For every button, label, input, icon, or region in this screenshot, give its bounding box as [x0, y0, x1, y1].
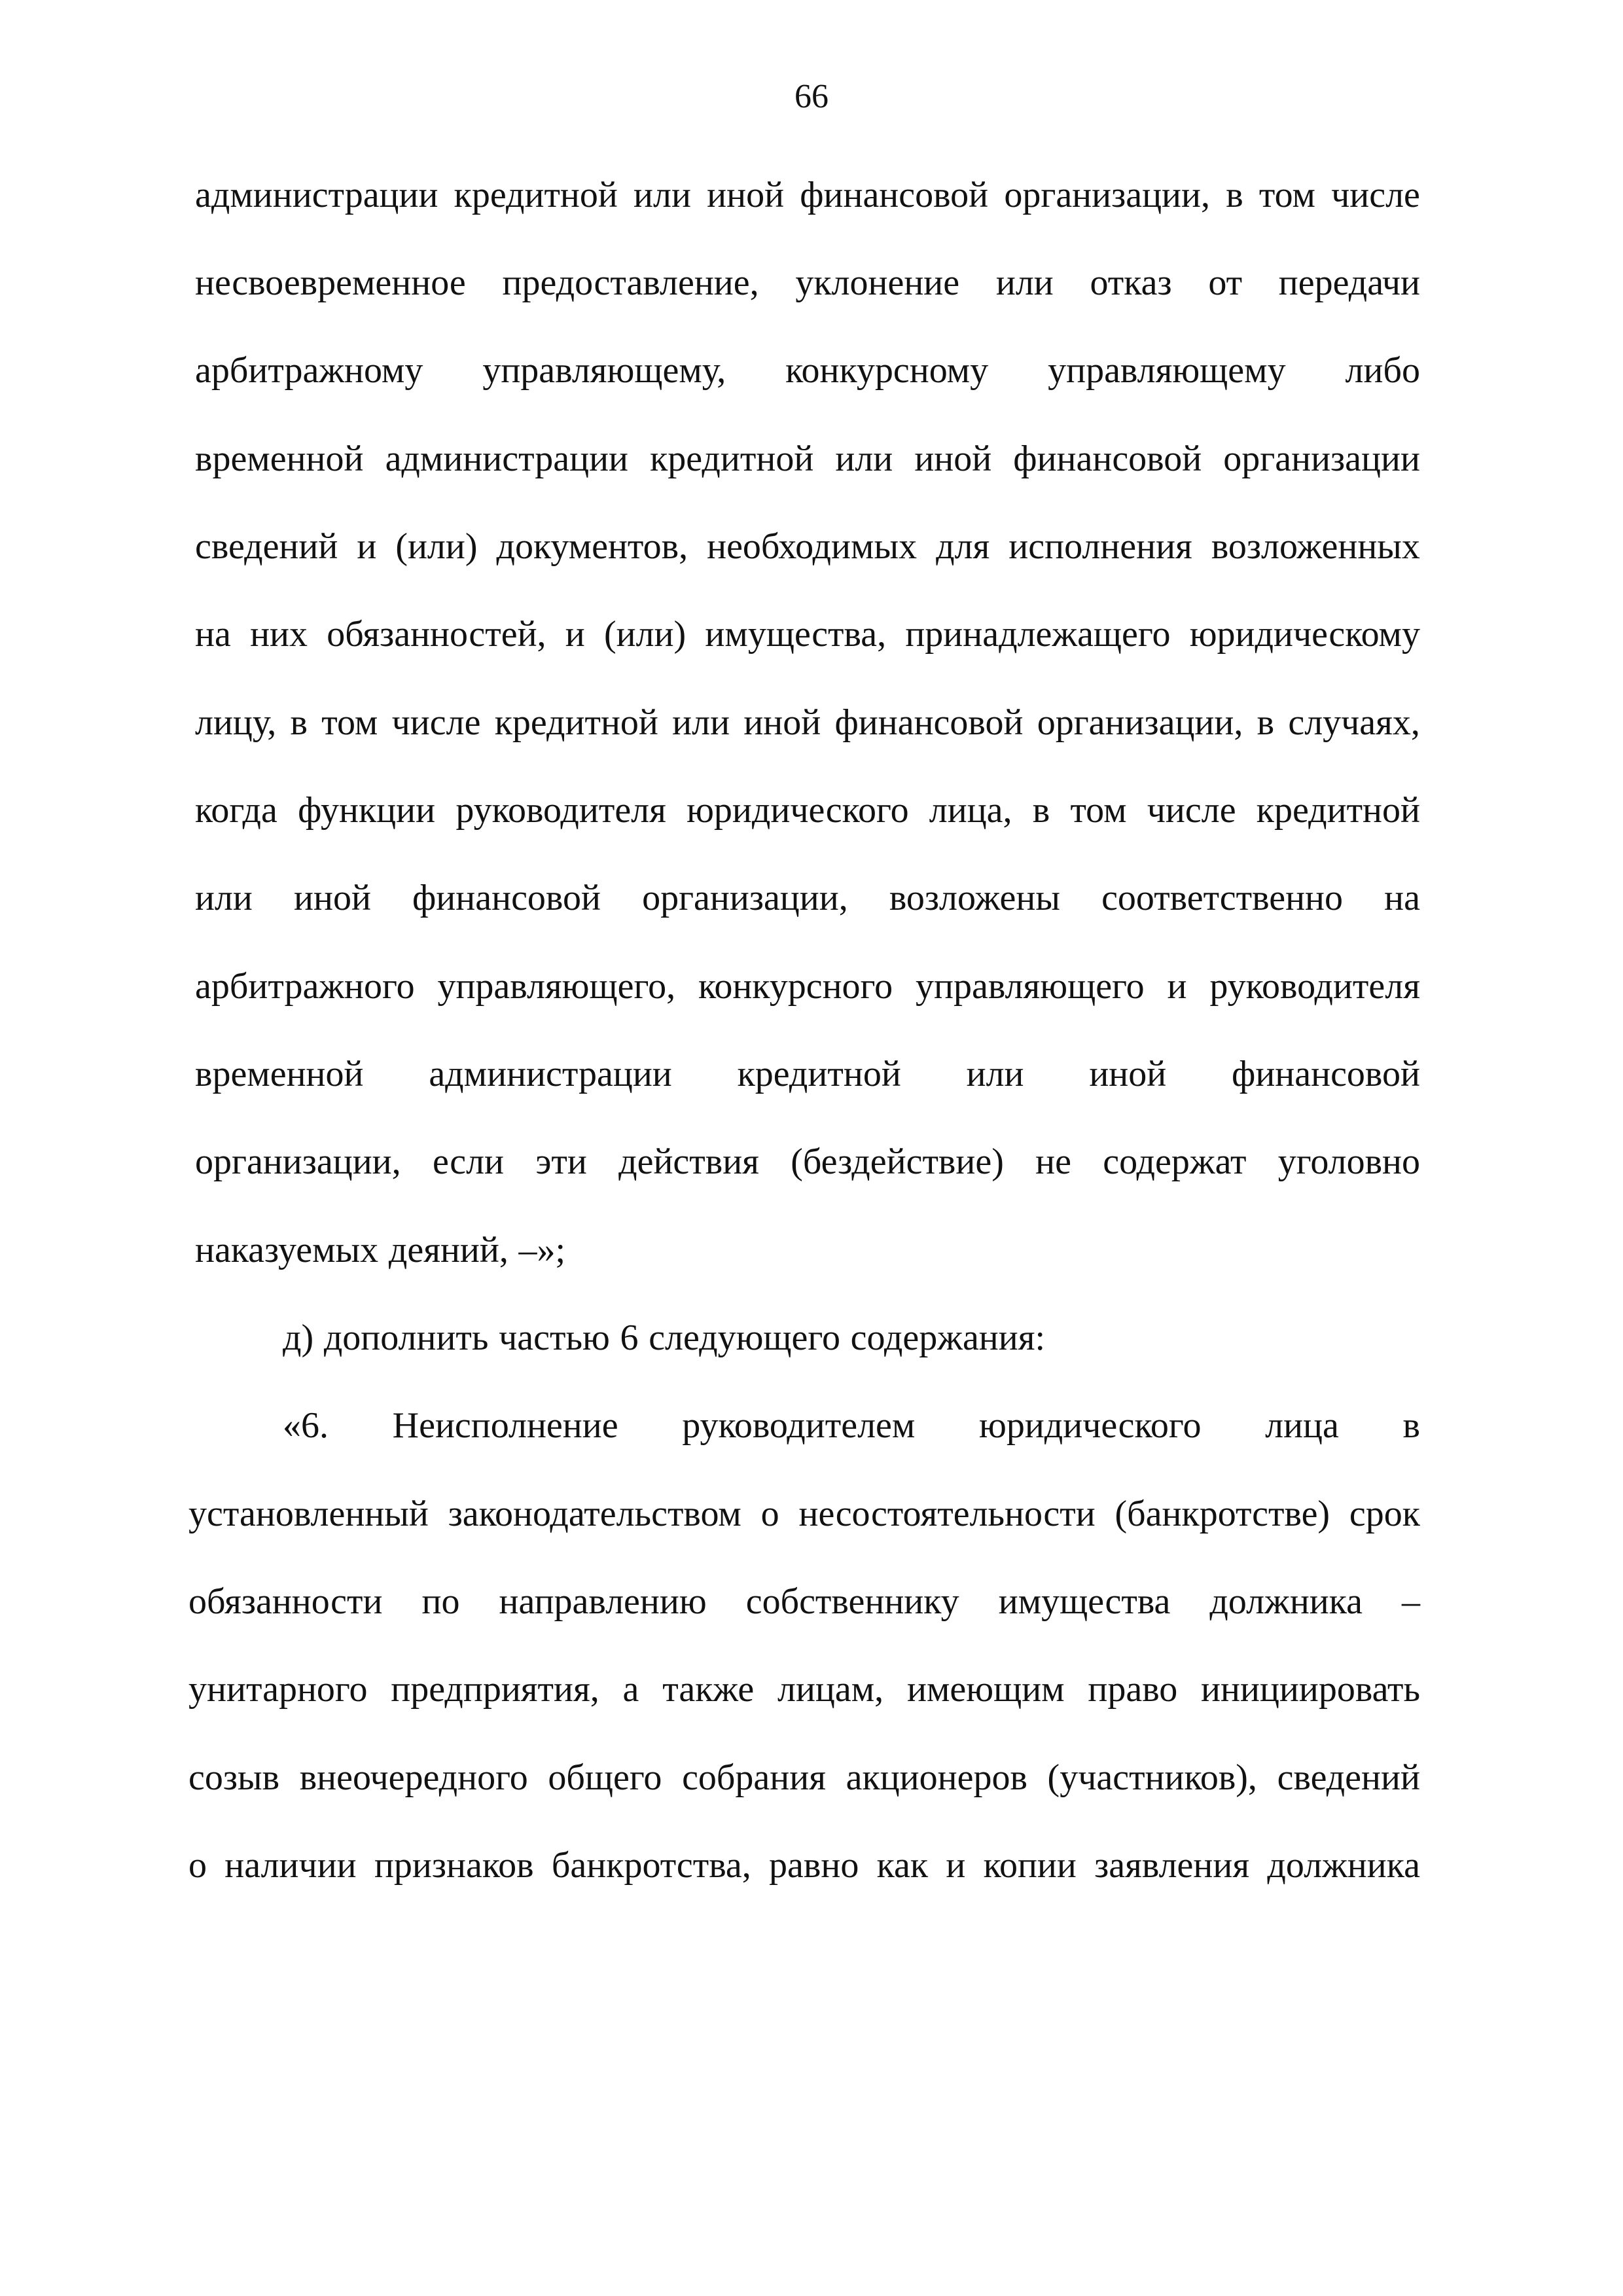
text-line: арбитражному управляющему, конкурсному управляющему либо [195, 350, 1420, 391]
text-line: сведений и (или) документов, необходимых для исполнения возложенных [195, 526, 1420, 567]
text-line: временной администрации кредитной или иной финансовой организации [195, 439, 1420, 479]
text-line: лицу, в том числе кредитной или иной финансовой организации, в случаях, [195, 702, 1420, 743]
text-line: временной администрации кредитной или иной финансовой [195, 1054, 1420, 1094]
text-line: администрации кредитной или иной финансовой организации, в том числе [195, 175, 1420, 215]
text-line: когда функции руководителя юридического лица, в том числе кредитной [195, 790, 1420, 831]
text-line: организации, если эти действия (бездействие) не содержат уголовно [195, 1141, 1420, 1182]
text-line: несвоевременное предоставление, уклонение или отказ от передачи [195, 262, 1420, 303]
text-line: установленный законодательством о несостоятельности (банкротстве) срок [188, 1494, 1420, 1534]
text-line: на них обязанностей, и (или) имущества, принадлежащего юридическому [195, 614, 1420, 655]
text-line: обязанности по направлению собственнику имущества должника – [188, 1581, 1420, 1622]
text-line: или иной финансовой организации, возложены соответственно на [195, 878, 1420, 918]
text-line: «6. Неисполнение руководителем юридического лица в [283, 1405, 1420, 1446]
text-line: д) дополнить частью 6 следующего содержания: [283, 1318, 1046, 1358]
text-line: о наличии признаков банкротства, равно как и копии заявления должника [188, 1845, 1420, 1886]
text-line: унитарного предприятия, а также лицам, имеющим право инициировать [188, 1669, 1420, 1710]
text-line: созыв внеочередного общего собрания акционеров (участников), сведений [188, 1757, 1420, 1798]
text-line: наказуемых деяний, –»; [195, 1230, 566, 1270]
page-number: 66 [794, 78, 829, 115]
text-line: арбитражного управляющего, конкурсного управляющего и руководителя [195, 966, 1420, 1007]
